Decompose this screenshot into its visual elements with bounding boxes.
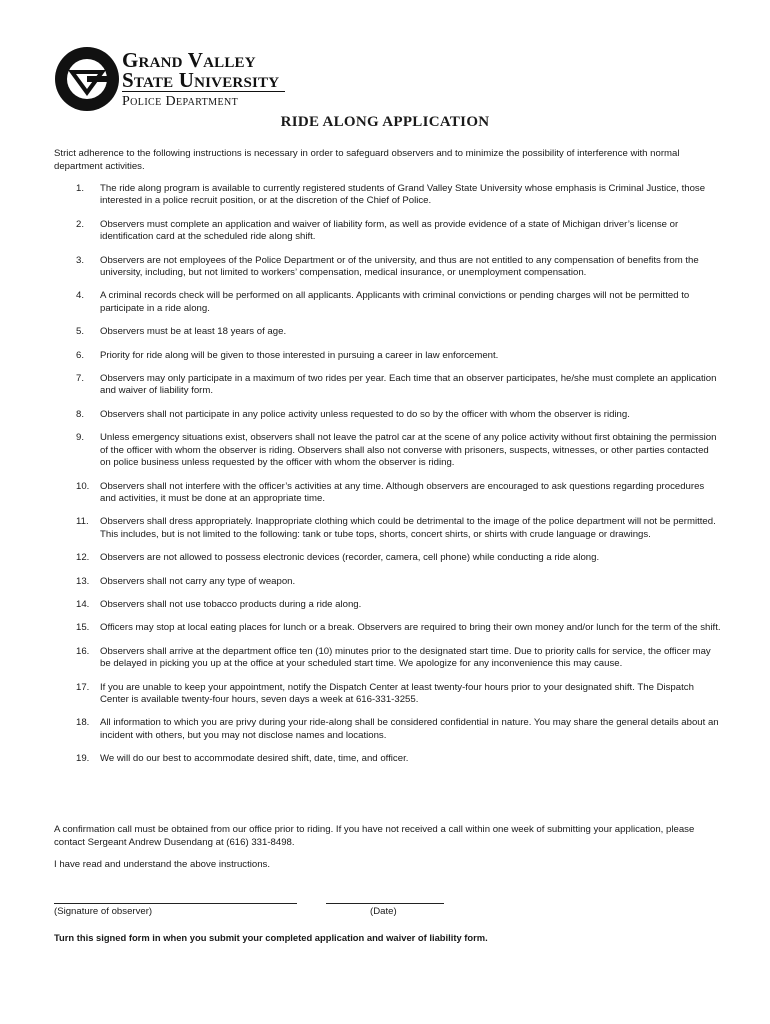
rule-number: 15. (76, 622, 90, 634)
rule-item (54, 255, 722, 280)
rule-number: 10. (76, 480, 90, 492)
rule-item (54, 717, 722, 742)
date-label: (Date) (370, 906, 397, 917)
rule-text: We will do our best to accommodate desired shift, date, time, and officer. (100, 753, 409, 765)
rule-text: Officers may stop at local eating places for lunch or a break. Observers are required to bring their own money and/or lunch for the term of the shift. (100, 622, 721, 634)
rule-item (54, 481, 722, 506)
rule-item (54, 290, 722, 315)
rule-number: 16. (76, 645, 90, 657)
rule-item (54, 576, 722, 588)
rule-item (54, 409, 722, 421)
rule-item (54, 646, 722, 671)
rule-text: A criminal records check will be performed on all applicants. Applicants with criminal convictions or pending charges will not be permitted to participate in a ride along. (100, 290, 690, 314)
rule-text: Observers shall arrive at the department office ten (10) minutes prior to the designated start time. Due to priority calls for service, the officer may be delayed in picking you up at the office at your scheduled start time. We apologize for any inconvenience this may cause. (100, 645, 711, 670)
rule-item (54, 682, 722, 707)
confirmation-paragraph: A confirmation call must be obtained from our office prior to riding. If you have not received a call within one week of submitting your application, please contact Sergeant Andrew Dusendang at (616) 331-8498. (54, 824, 695, 848)
rule-text: If you are unable to keep your appointment, notify the Dispatch Center at least twenty-four hours prior to your designated shift. The Dispatch Center is available twenty-four hours, seven days a week at 616-331-3255. (100, 681, 694, 705)
rule-number: 11. (76, 516, 89, 528)
signature-line[interactable] (54, 903, 297, 904)
rule-number: 18. (76, 717, 90, 729)
rule-text: Observers must complete an application and waiver of liability form, as well as provide evidence of a state of Michigan driver’s license or identification card at the scheduled ride along shift. (100, 218, 679, 243)
rule-item (54, 753, 722, 765)
rule-item (54, 183, 722, 208)
rule-text: Observers shall dress appropriately. Inappropriate clothing which could be detrimental to the image of the police department will not be permitted. This includes, but is not limited to the following: tank or tube tops, shorts, concert shirts, or shirts with crude language or drawings. (100, 516, 716, 540)
rule-text: Observers shall not participate in any police activity unless requested to do so by the officer with whom the observer is riding. (100, 408, 630, 420)
rule-number: 3. (76, 254, 85, 266)
rule-item (54, 516, 722, 541)
rule-item (54, 552, 722, 564)
rule-number: 12. (76, 552, 90, 564)
date-line[interactable] (326, 903, 444, 904)
rule-item (54, 622, 722, 634)
intro-paragraph: Strict adherence to the following instructions is necessary in order to safeguard observers and to minimize the possibility of interference with normal department activities. (54, 148, 680, 172)
rule-number: 5. (76, 326, 85, 338)
rule-text: The ride along program is available to currently registered students of Grand Valley State University whose emphasis is Criminal Justice, those interested in a police recruit position, or at the discretion of the Chief of Police. (100, 183, 706, 207)
rule-text: Unless emergency situations exist, observers shall not leave the patrol car at the scene of any police activity without first obtaining the permission of the officer with whom the observer is riding. Observers shall also not converse with prisoners, suspects, witnesses, or other parties contacted on police business unless requested by the officer with whom the observer is riding. (100, 432, 717, 469)
submission-instruction: Turn this signed form in when you submit your completed application and waiver of liability form. (54, 932, 488, 943)
rule-text: All information to which you are privy during your ride-along shall be considered confidential in nature. You may share the general details about an incident with others, but you may not disclose names and locations. (100, 717, 719, 741)
rule-text: Observers may only participate in a maximum of two rides per year. Each time that an observer participates, he/she must complete an application and waiver of liability form. (100, 373, 717, 397)
acknowledgement-text: I have read and understand the above instructions. (54, 859, 271, 870)
rule-text: Observers are not employees of the Police Department or of the university, and thus are not entitled to any compensation of benefits from the university, including, but not limited to workers’ compensation, medical insurance, or unemployment compensation. (100, 254, 699, 279)
rule-number: 8. (76, 408, 85, 420)
rule-item (54, 599, 722, 611)
rule-number: 7. (76, 373, 85, 385)
rule-text: Priority for ride along will be given to those interested in pursuing a career in law enforcement. (100, 349, 499, 361)
signature-label: (Signature of observer) (54, 906, 153, 917)
rule-text: Observers shall not carry any type of weapon. (100, 575, 296, 587)
rule-text: Observers are not allowed to possess electronic devices (recorder, camera, cell phone) while conducting a ride along. (100, 552, 600, 564)
rule-number: 2. (76, 218, 85, 230)
rule-item (54, 432, 722, 469)
rule-number: 17. (76, 681, 90, 693)
rule-item (54, 350, 722, 362)
rule-number: 4. (76, 290, 85, 302)
rule-number: 1. (76, 183, 85, 194)
logo-wordmark (122, 50, 285, 110)
gvsu-police-logo (54, 46, 284, 116)
rule-number: 13. (76, 575, 90, 587)
logo-line-state-university: State University (122, 70, 285, 92)
rule-number: 9. (76, 432, 85, 444)
rules-list (54, 183, 722, 777)
gvsu-emblem-icon (54, 46, 120, 112)
page-title: RIDE ALONG APPLICATION (280, 114, 490, 130)
logo-line-police-department: Police Department (122, 94, 239, 109)
rule-item (54, 373, 722, 398)
logo-line-grand-valley: Grand Valley (122, 48, 256, 72)
rule-item (54, 326, 722, 338)
rule-number: 6. (76, 349, 85, 361)
rule-text: Observers shall not use tobacco products during a ride along. (100, 598, 362, 610)
rule-text: Observers must be at least 18 years of age. (100, 326, 287, 338)
rule-text: Observers shall not interfere with the officer’s activities at any time. Although observers are encouraged to ask questions regarding procedures and activities, it must be done at an appropriate time. (100, 480, 705, 504)
rule-number: 19. (76, 753, 90, 765)
rule-number: 14. (76, 598, 90, 610)
rule-item (54, 219, 722, 244)
